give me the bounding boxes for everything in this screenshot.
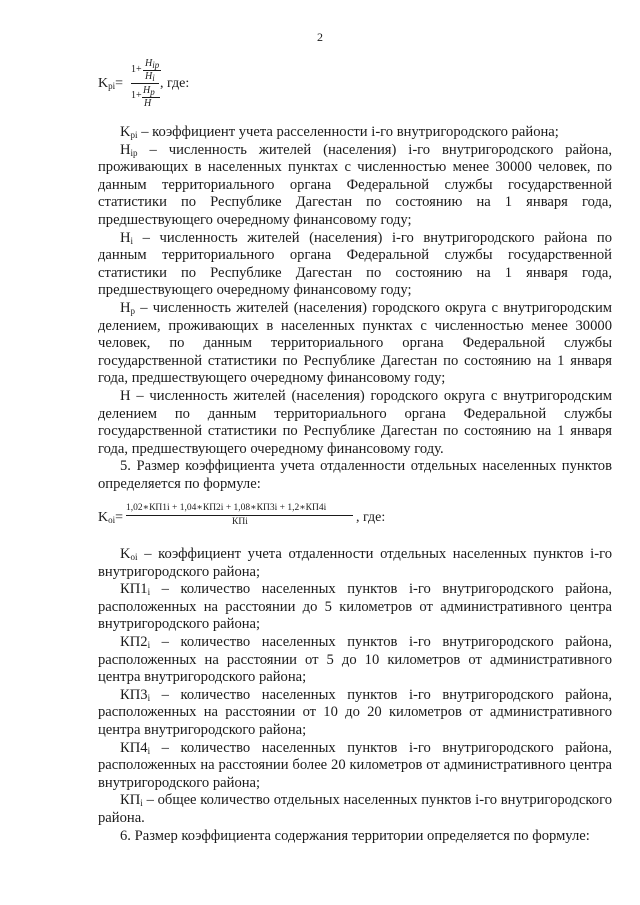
paragraph-5: 5. Размер коэффициента учета отдаленности отдельных населенных пунктов определяется по формуле: [98, 458, 612, 492]
formula-kpi-lhs: $K_{pi}=$ [98, 76, 124, 91]
formula-koi-numerator: 1,02∗КП1i + 1,04∗КП2i + 1,08∗КП3i + 1,2∗КП4i [126, 503, 327, 513]
document-page: 2 $K_{pi}=$ 1+ $H_{ip}$ $H_i$ 1+ $H_p$ H , где: $K_{pi}$ – коэффициент учета расселенности i-го внутригородского района; $H_{ip}$ – численность жителей (населения) i-го внутригородского района, проживающих в населенных пунктах с численностью менее 30000 человек, по данным территориального органа Федеральной службы государственной статистики по Республике Дагестан по состоянию на 1 января года, предшествующего очередному финансовому году; $H_i$ – численность жителей (населения) i-го внутригородского района по данным территориального органа Федеральной службы государственной статистики по Республике Дагестан по состоянию на 1 января года, предшествующего очередному финансовому году; $H_p$ – численность жителей (населения) городского округа с внутригородским делением, проживающих в населенных пунктах с численностью менее 30000 человек, по данным территориального органа Федеральной службы государственной статистики по Республике Дагестан по состоянию на 1 января года, предшествующего очередному финансовому году; H – численность жителей (населения) городского округа с внутригородским делением по данным территориального органа Федеральной службы государственной статистики по Республике Дагестан по состоянию на 1 января года, предшествующего очередному финансовому году. 5. Размер коэффициента учета отдаленности отдельных населенных пунктов определяется по формуле: $K_{oi}=$ 1,02∗КП1i + 1,04∗КП2i + 1,08∗КП3i + 1,2∗КП4i КПi , где: $K_{oi}$ – коэффициент учета отдаленности отдельных населенных пунктов i-го внутригородского района; $КП1_i$ – количество населенных пунктов i-го внутригородского района, расположенных на расстоянии до 5 километров от административного центра внутригородского района; $КП2_i$ – количество населенных пунктов i-го внутригородского района, расположенных на расстоянии от 5 до 10 километров от административного центра внутригородского района; $КП3_i$ – количество населенных пунктов i-го внутригородского района, расположенных на расстоянии от 10 до 20 километров от административного центра внутригородского района; $КП4_i$ – количество населенных пунктов i-го внутригородского района, расположенных на расстоянии более 20 километров от административного центра внутригородского района; $КП_i$ – общее количество отдельных населенных пунктов i-го внутригородского района. 6. Размер коэффициента содержания территории определяется по формуле: [0, 0, 640, 905]
formula-kpi-fraction-bar [131, 83, 159, 84]
definition-paragraph: $H_i$ – численность жителей (населения) i-го внутригородского района по данным территориального органа Федеральной службы государственной статистики по Республике Дагестан по состоянию на 1 января года, предшествующего очередному финансовому году; [98, 229, 612, 299]
definition-paragraph: $K_{oi}$ – коэффициент учета отдаленности отдельных населенных пунктов i-го внутригородского района; [98, 546, 612, 580]
definition-paragraph: $КП2_i$ – количество населенных пунктов i-го внутригородского района, расположенных на расстоянии от 5 до 10 километров от административного центра внутригородского района; [98, 633, 612, 686]
definitions-block-2 [98, 546, 612, 845]
definition-paragraph: $КП4_i$ – количество населенных пунктов i-го внутригородского района, расположенных на расстоянии более 20 километров от административного центра внутригородского района; [98, 739, 612, 791]
formula-kpi-tail: , где: [160, 76, 190, 91]
formula-koi [98, 502, 418, 536]
formula-koi-denominator: КПi [232, 517, 248, 527]
definitions-block-1 [98, 124, 612, 493]
formula-koi-lhs: $K_{oi}=$ [98, 510, 124, 525]
formula-koi-fraction-bar [126, 515, 353, 516]
definition-paragraph: H – численность жителей (населения) городского округа с внутригородским делением по данным территориального органа Федеральной службы государственной статистики по Республике Дагестан по состоянию на 1 января года, предшествующего очередному финансовому году. [98, 387, 612, 457]
definition-paragraph: $K_{pi}$ – коэффициент учета расселенности i-го внутригородского района; [120, 124, 559, 140]
page-number: 2 [317, 30, 323, 44]
definition-paragraph: $КП_i$ – общее количество отдельных населенных пунктов i-го внутригородского района. [98, 792, 612, 826]
definition-paragraph: $КП3_i$ – количество населенных пунктов i-го внутригородского района, расположенных на расстоянии от 10 до 20 километров от административного центра внутригородского района; [98, 686, 612, 738]
formula-koi-tail: , где: [356, 510, 386, 525]
paragraph-6: 6. Размер коэффициента содержания территории определяется по формуле: [120, 827, 590, 844]
definition-paragraph: $H_p$ – численность жителей (населения) городского округа с внутригородским делением, проживающих в населенных пунктах с численностью менее 30000 человек, по данным территориального органа Федеральной службы государственной статистики по Республике Дагестан по состоянию на 1 января года, предшествующего очередному финансовому году; [98, 299, 612, 387]
definition-paragraph: $H_{ip}$ – численность жителей (населения) i-го внутригородского района, проживающих в населенных пунктах с численностью менее 30000 человек, по данным территориального органа Федеральной службы государственной статистики по Республике Дагестан по состоянию на 1 января года, предшествующего очередному финансовому году; [98, 141, 612, 228]
definition-paragraph: $КП1_i$ – количество населенных пунктов i-го внутригородского района, расположенных на расстоянии до 5 километров от административного центра внутригородского района; [98, 581, 612, 633]
